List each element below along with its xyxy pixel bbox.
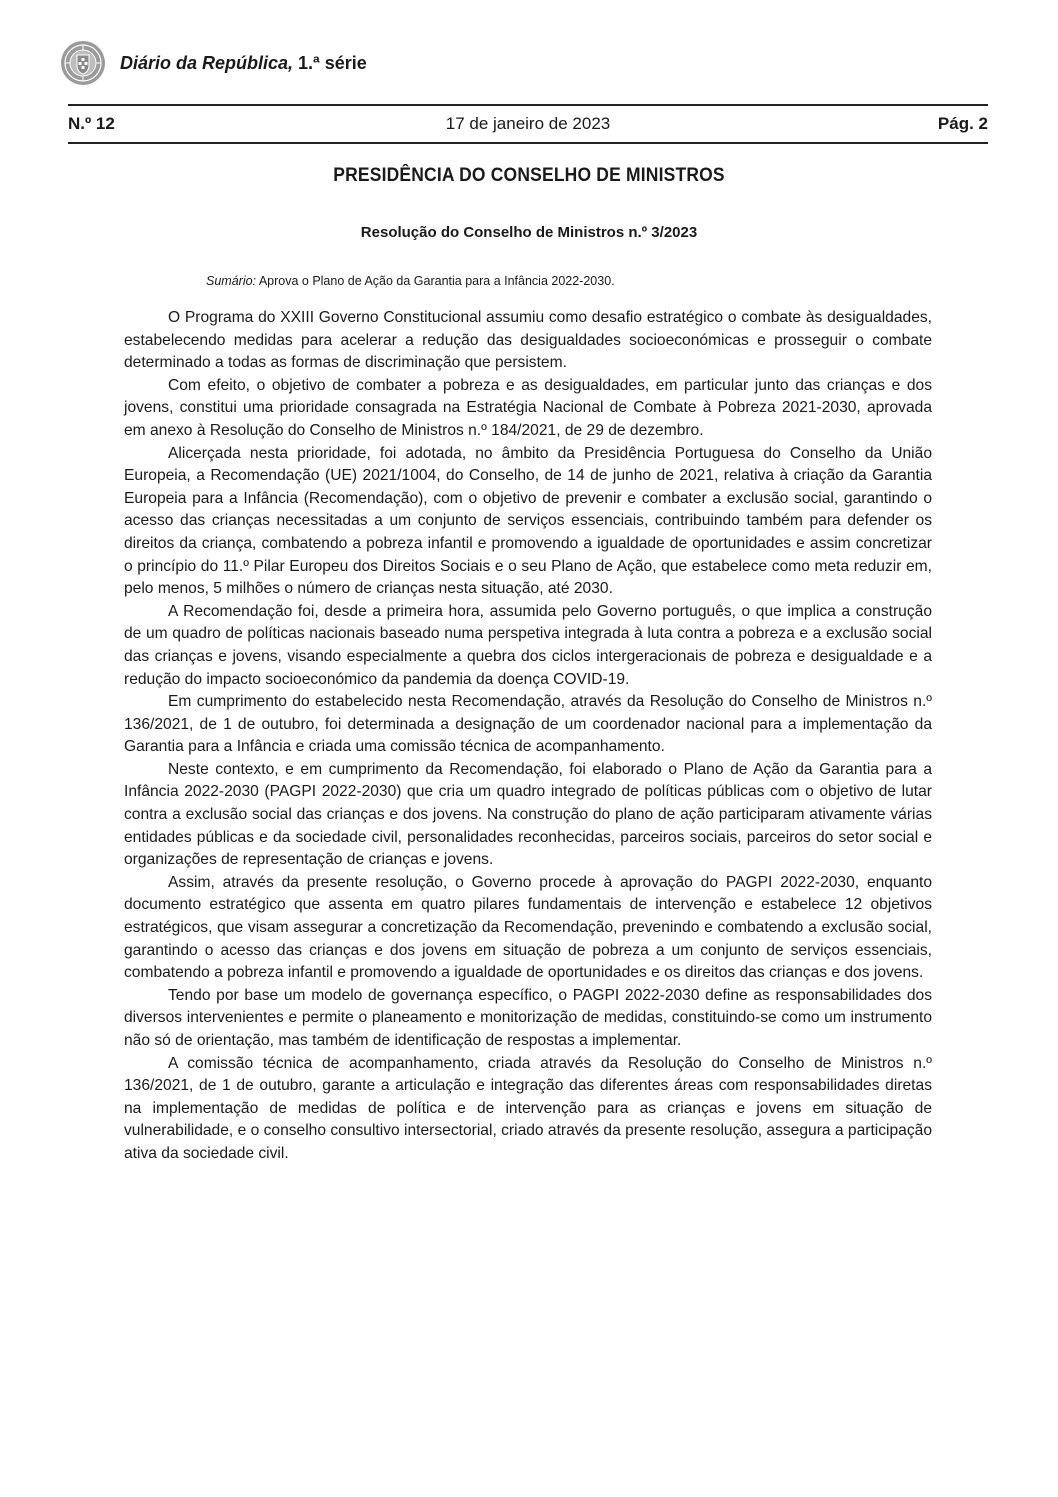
paragraph-7: Assim, através da presente resolução, o Governo procede à aprovação do PAGPI 2022-2030, enquanto documento estratégico que assenta em quatro pilares fundamentais de intervenção e estabelece 12 objetivos estratégicos, que visam assegurar a concretização da Recomendação, prevenindo e combatendo a exclusão social, garantindo o acesso das crianças e dos jovens em situação de pobreza a um conjunto de serviços essenciais, combatendo a pobreza infantil e promovendo a igualdade de oportunidades e os direitos das crianças e dos jovens. [124,873,932,982]
summary [206,274,615,288]
paragraph-4: A Recomendação foi, desde a primeira hora, assumida pelo Governo português, o que implica a construção de um quadro de políticas nacionais baseado numa perspetiva integrada à luta contra a pobreza e a exclusão social das crianças e jovens, visando especialmente a quebra dos ciclos intergeracionais de pobreza e desigualdade e a redução do impacto socioeconómico da pandemia da doença COVID-19. [124,602,932,688]
resolution-title: Resolução do Conselho de Ministros n.º 3/2023 [360,224,698,241]
resolution-body [124,307,932,1166]
journal-series: 1.ª série [293,52,367,73]
paragraph-1: O Programa do XXIII Governo Constitucional assumiu como desafio estratégico o combate às desigualdades, estabelecendo medidas para acelerar a redução das desigualdades socioeconómicas e prosseguir o combate determinado a todas as formas de discriminação que persistem. [124,309,932,372]
journal-name: Diário da República, [120,52,294,73]
summary-label: Sumário: [206,274,257,288]
page-header [60,38,367,88]
paragraph-6: Neste contexto, e em cumprimento da Recomendação, foi elaborado o Plano de Ação da Garantia para a Infância 2022-2030 (PAGPI 2022-2030) que cria um quadro integrado de políticas públicas com o objetivo de lutar contra a exclusão social das crianças e dos jovens. Na construção do plano de ação participaram ativamente várias entidades públicas e da sociedade civil, personalidades reconhecidas, parceiros sociais, parceiros do setor social e organizações de representação de crianças e jovens. [124,760,932,869]
paragraph-3: Alicerçada nesta prioridade, foi adotada, no âmbito da Presidência Portuguesa do Conselho da União Europeia, a Recomendação (UE) 2021/1004, do Conselho, de 14 de junho de 2021, relativa à criação da Garantia Europeia para a Infância (Recomendação), com o objetivo de prevenir e combater a exclusão social, garantindo o acesso das crianças necessitadas a um conjunto de serviços essenciais, contribuindo também para defender os direitos da criança, combatendo a pobreza infantil e promovendo a igualdade de oportunidades e assim concretizar o princípio do 11.º Pilar Europeu dos Direitos Sociais e o seu Plano de Ação, que estabelece como meta reduzir em, pelo menos, 5 milhões o número de crianças nesta situação, até 2030. [124,444,932,598]
issue-date: 17 de janeiro de 2023 [445,114,611,133]
journal-title [120,53,367,74]
page-number: Pág. 2 [937,114,988,133]
coat-of-arms-icon [60,40,106,86]
issuing-organization: PRESIDÊNCIA DO CONSELHO DE MINISTROS [333,165,725,186]
issue-info-bar [68,104,988,144]
summary-text: Aprova o Plano de Ação da Garantia para a Infância 2022-2030. [256,274,615,288]
paragraph-8: Tendo por base um modelo de governança específico, o PAGPI 2022-2030 define as responsabilidades dos diversos intervenientes e permite o planeamento e monitorização de medidas, constituindo-se como um instrumento não só de orientação, mas também de identificação de respostas a implementar. [124,986,932,1049]
issue-number: N.º 12 [68,114,115,133]
paragraph-2: Com efeito, o objetivo de combater a pobreza e as desigualdades, em particular junto das crianças e dos jovens, constitui uma prioridade consagrada na Estratégia Nacional de Combate à Pobreza 2021-2030, aprovada em anexo à Resolução do Conselho de Ministros n.º 184/2021, de 29 de dezembro. [124,376,932,439]
paragraph-5: Em cumprimento do estabelecido nesta Recomendação, através da Resolução do Conselho de Ministros n.º 136/2021, de 1 de outubro, foi determinada a designação de um coordenador nacional para a implementação da Garantia para a Infância e criada uma comissão técnica de acompanhamento. [124,693,932,756]
paragraph-9: A comissão técnica de acompanhamento, criada através da Resolução do Conselho de Ministros n.º 136/2021, de 1 de outubro, garante a articulação e integração das diferentes áreas com responsabilidades diretas na implementação de medidas de política e de intervenção para as crianças e jovens em situação de vulnerabilidade, e o conselho consultivo intersectorial, criado através da presente resolução, assegura a participação ativa da sociedade civil. [124,1054,932,1162]
